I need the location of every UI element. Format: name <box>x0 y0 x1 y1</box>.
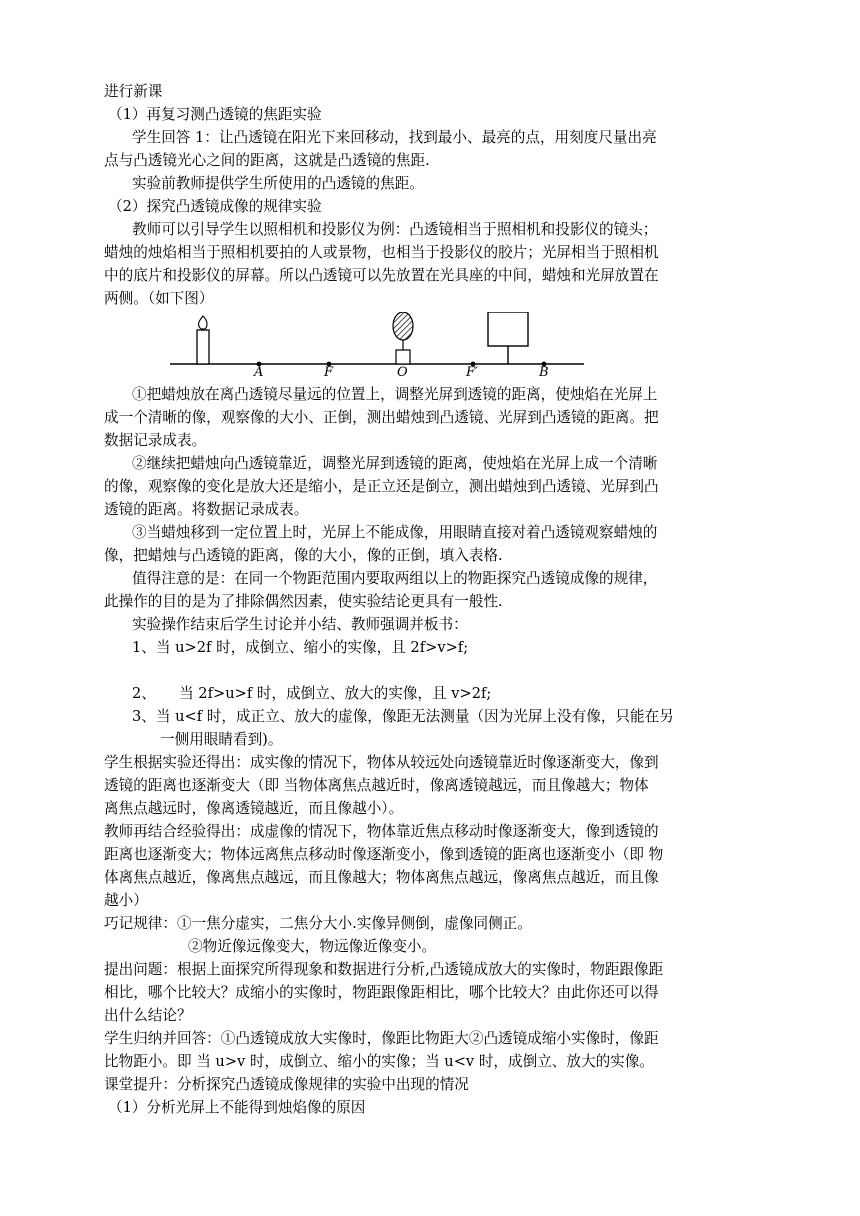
paragraph-line: 学生回答 1：让凸透镜在阳光下来回移动，找到最小、最亮的点，用刻度尺量出亮 <box>132 129 657 146</box>
label-f-prime: F′ <box>466 365 478 380</box>
paragraph-line: 透镜的距离也逐渐变大（即 当物体离焦点越近时，像离透镜越远，而且像越大；物体 <box>104 777 649 794</box>
list-item: 1、当 u>2f 时，成倒立、缩小的实像，且 2f>v>f; <box>132 639 469 656</box>
label-f: F <box>324 365 334 380</box>
paragraph-line: ①把蜡烛放在离凸透镜尽量远的位置上，调整光屏到透镜的距离，使烛焰在光屏上 <box>132 386 658 403</box>
paragraph-line: 点与凸透镜光心之间的距离，这就是凸透镜的焦距. <box>104 152 430 169</box>
paragraph-line: 此操作的目的是为了排除偶然因素，使实验结论更具有一般性. <box>104 593 503 610</box>
paragraph-line: 学生根据实验还得出：成实像的情况下，物体从较远处向透镜靠近时像逐渐变大，像到 <box>104 754 659 771</box>
document-page <box>104 80 760 1119</box>
paragraph-line: 学生归纳并回答：①凸透镜成放大实像时，像距比物距大②凸透镜成缩小实像时，像距 <box>104 1030 659 1047</box>
paragraph-line: 相比，哪个比较大？成缩小的实像时，物距跟像距相比，哪个比较大？由此你还可以得 <box>104 984 659 1001</box>
subsection-heading: （1）再复习测凸透镜的焦距实验 <box>108 106 322 123</box>
paragraph-line: 实验操作结束后学生讨论并小结、教师强调并板书： <box>132 616 468 633</box>
paragraph-line: 中的底片和投影仪的屏幕。所以凸透镜可以先放置在光具座的中间，蜡烛和光屏放置在 <box>104 267 659 284</box>
paragraph-line: 提出问题：根据上面探究所得现象和数据进行分析,凸透镜成放大的实像时，物距跟像距 <box>104 961 664 978</box>
paragraph-line: 像，把蜡烛与凸透镜的距离，像的大小，像的正倒，填入表格. <box>104 547 503 564</box>
paragraph-line: 巧记规律：①一焦分虚实，二焦分大小.实像异侧倒，虚像同侧正。 <box>104 915 532 932</box>
paragraph-line: 成一个清晰的像，观察像的大小、正倒，测出蜡烛到凸透镜、光屏到凸透镜的距离。把 <box>104 409 659 426</box>
list-item: 3、当 u<f 时，成正立、放大的虚像，像距无法测量（因为光屏上没有像，只能在另 <box>132 708 674 725</box>
label-o: O <box>397 365 408 380</box>
paragraph-line: 越小） <box>104 892 148 909</box>
paragraph-line: ②物近像远像变大，物远像近像变小。 <box>188 938 437 955</box>
convex-lens-icon <box>393 312 413 364</box>
optical-bench-diagram <box>104 312 760 382</box>
paragraph-line: 值得注意的是：在同一个物距范围内要取两组以上的物距探究凸透镜成像的规律， <box>132 570 658 587</box>
subsection-heading: （2）探究凸透镜成像的规律实验 <box>108 198 322 215</box>
light-screen-icon <box>488 312 528 364</box>
paragraph-line: 透镜的距离。将数据记录成表。 <box>104 501 309 518</box>
subsection-heading: （1）分析光屏上不能得到烛焰像的原因 <box>108 1099 366 1116</box>
label-b: B <box>539 365 549 380</box>
paragraph-line: 出什么结论？ <box>104 1007 192 1024</box>
list-item-continuation: 一侧用眼睛看到)。 <box>160 731 283 748</box>
paragraph-line: 课堂提升：分析探究凸透镜成像规律的实验中出现的情况 <box>104 1076 469 1093</box>
candle-icon <box>197 316 209 364</box>
paragraph-line: 比物距小。即 当 u>v 时，成倒立、缩小的实像；当 u<v 时，成倒立、放大的实像。 <box>104 1053 654 1070</box>
paragraph-line: ②继续把蜡烛向凸透镜靠近，调整光屏到透镜的距离，使烛焰在光屏上成一个清晰 <box>132 455 658 472</box>
spacer <box>104 659 760 682</box>
paragraph-line: 数据记录成表。 <box>104 432 207 449</box>
paragraph-line: 两侧。（如下图） <box>104 290 214 307</box>
paragraph-line: 教师可以引导学生以照相机和投影仪为例：凸透镜相当于照相机和投影仪的镜头； <box>132 221 658 238</box>
list-item: 2、 当 2f>u>f 时，成倒立、放大的实像，且 v>2f; <box>132 685 492 702</box>
paragraph-line: 的像，观察像的变化是放大还是缩小，是正立还是倒立，测出蜡烛到凸透镜、光屏到凸 <box>104 478 659 495</box>
optical-bench-figure <box>104 312 760 382</box>
paragraph-line: 体离焦点越近，像离焦点越远，而且像越大；物体离焦点越远，像离焦点越近，而且像 <box>104 869 659 886</box>
paragraph-line: 距离也逐渐变大；物体远离焦点移动时像逐渐变小，像到透镜的距离也逐渐变小（即 物 <box>104 846 664 863</box>
section-heading: 进行新课 <box>104 83 163 100</box>
paragraph-line: 蜡烛的烛焰相当于照相机要拍的人或景物，也相当于投影仪的胶片；光屏相当于照相机 <box>104 244 659 261</box>
paragraph-line: 实验前教师提供学生所使用的凸透镜的焦距。 <box>132 175 424 192</box>
paragraph-line: 离焦点越远时，像离透镜越近，而且像越小）。 <box>104 800 404 817</box>
label-a: A <box>254 365 264 380</box>
paragraph-line: 教师再结合经验得出：成虚像的情况下，物体靠近焦点移动时像逐渐变大，像到透镜的 <box>104 823 659 840</box>
paragraph-line: ③当蜡烛移到一定位置上时，光屏上不能成像，用眼睛直接对着凸透镜观察蜡烛的 <box>132 524 658 541</box>
